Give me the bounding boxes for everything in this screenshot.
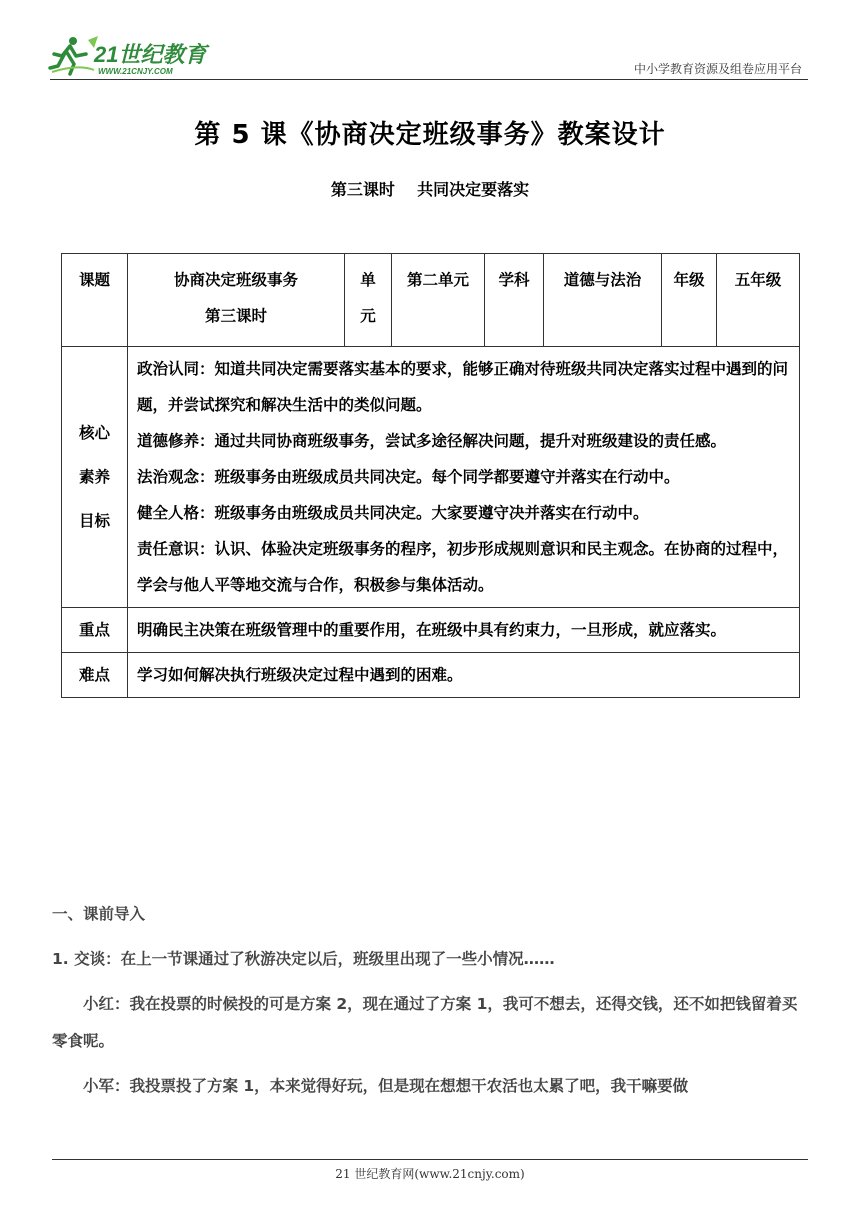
goal-moral: 道德修养：通过共同协商班级事务，尝试多途径解决问题，提升对班级建设的责任感。 — [137, 432, 727, 450]
subject-value: 道德与法治 — [544, 254, 662, 347]
section-heading: 一、课前导入 — [52, 905, 146, 923]
paragraph-2: 小红：我在投票的时候投的可是方案 2，现在通过了方案 1，我可不想去，还得交钱，还不如把钱留着买零食呢。 — [52, 995, 798, 1050]
goal-law: 法治观念：班级事务由班级成员共同决定。每个同学都要遵守并落实在行动中。 — [137, 468, 680, 486]
unit-label-char2: 元 — [360, 307, 376, 325]
footer-text[interactable]: 21 世纪教育网(www.21cnjy.com) — [335, 1167, 525, 1181]
goal-political: 政治认同：知道共同决定需要落实基本的要求，能够正确对待班级共同决定落实过程中遇到的问题，并尝试探究和解决生活中的类似问题。 — [137, 360, 789, 414]
topic-value — [128, 254, 345, 347]
paragraph-1: 1. 交谈：在上一节课通过了秋游决定以后，班级里出现了一些小情况…… — [52, 950, 555, 968]
site-logo — [48, 34, 218, 78]
difficulty-label: 难点 — [62, 653, 128, 698]
subject-label: 学科 — [485, 254, 544, 347]
unit-label-char1: 单 — [360, 271, 376, 289]
runner-logo-icon — [48, 34, 218, 78]
table-row-difficulty — [62, 653, 800, 698]
grade-value: 五年级 — [717, 254, 800, 347]
paragraph-3: 小军：我投票投了方案 1，本来觉得好玩，但是现在想想干农活也太累了吧，我干嘛要做 — [83, 1077, 689, 1095]
platform-tagline: 中小学教育资源及组卷应用平台 — [633, 62, 802, 76]
page-subtitle: 第三课时 共同决定要落实 — [330, 180, 530, 199]
key-value: 明确民主决策在班级管理中的重要作用，在班级中具有约束力，一旦形成，就应落实。 — [128, 608, 800, 653]
goals-label-line1: 核心 — [78, 424, 110, 442]
logo-url: WWW.21CNJY.COM — [98, 67, 173, 76]
grade-label: 年级 — [662, 254, 717, 347]
goals-label-line3: 目标 — [78, 512, 110, 530]
topic-label: 课题 — [62, 254, 128, 347]
key-label: 重点 — [62, 608, 128, 653]
goals-label — [62, 347, 128, 608]
unit-value: 第二单元 — [392, 254, 485, 347]
difficulty-value: 学习如何解决执行班级决定过程中遇到的困难。 — [128, 653, 800, 698]
topic-value-line1: 协商决定班级事务 — [173, 271, 298, 289]
goal-responsibility: 责任意识：认识、体验决定班级事务的程序，初步形成规则意识和民主观念。在协商的过程中，学会与他人平等地交流与合作，积极参与集体活动。 — [137, 540, 789, 594]
goal-personality: 健全人格：班级事务由班级成员共同决定。大家要遵守决并落实在行动中。 — [137, 504, 649, 522]
goals-content — [128, 347, 800, 608]
page-title: 第 5 课《协商决定班级事务》教案设计 — [194, 120, 666, 150]
logo-text: 21世纪教育 — [94, 42, 207, 67]
lesson-plan-table — [61, 253, 800, 698]
table-row-key — [62, 608, 800, 653]
topic-value-line2: 第三课时 — [204, 307, 267, 325]
goals-label-line2: 素养 — [78, 468, 110, 486]
unit-label — [345, 254, 392, 347]
footer-divider — [52, 1159, 808, 1160]
header-divider — [50, 79, 808, 80]
table-row-goals — [62, 347, 800, 608]
table-row-topic — [62, 254, 800, 347]
